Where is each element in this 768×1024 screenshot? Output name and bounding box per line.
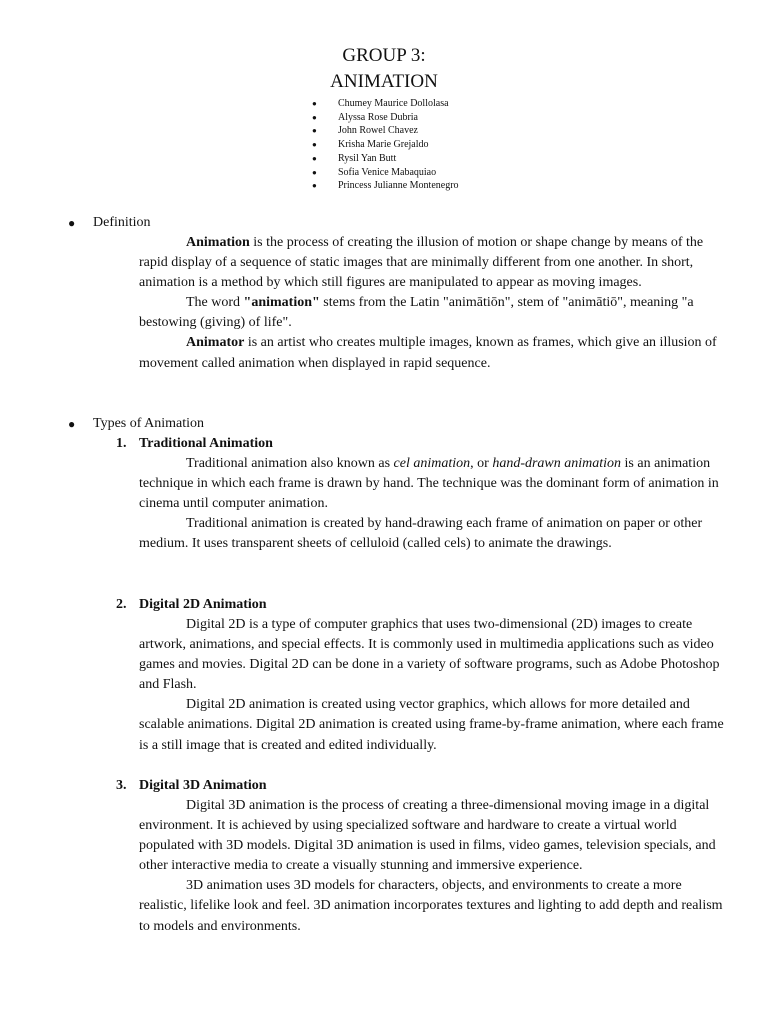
bullet-icon: ●: [68, 216, 76, 230]
member-name: Princess Julianne Montenegro: [338, 180, 459, 192]
definition-body: [139, 233, 725, 374]
member-name: Sofia Venice Mabaquiao: [338, 166, 437, 178]
term-animator: Animator: [186, 335, 245, 351]
section-number: 1.: [116, 436, 127, 451]
paragraph: Digital 2D animation is created using vector graphics, which allows for more detailed and scalable animations. Digital 2D animation is created using frame-by-frame animation, where each frame is a still image that is created and edited individually.: [139, 697, 724, 753]
section-title: Digital 2D Animation: [139, 597, 267, 612]
section-number: 3.: [116, 778, 127, 793]
types-heading-text: Types of Animation: [93, 416, 205, 431]
member-name: Alyssa Rose Dubria: [338, 111, 418, 123]
bullet-icon: ●: [312, 167, 317, 177]
section-digital3d-body: [139, 796, 725, 937]
term-animation-quoted: "animation": [243, 295, 320, 311]
paragraph: 3D animation uses 3D models for characters, objects, and environments to create a more realistic, lifelike look and feel. 3D animation incorporates textures and lighting to add depth and realism to models and environments.: [139, 878, 723, 934]
member-name: Krisha Marie Grejaldo: [338, 139, 429, 151]
member-item: [312, 124, 459, 138]
member-item: [312, 166, 459, 180]
paragraph: Digital 3D animation is the process of creating a three-dimensional moving image in a digital environment. It is achieved by using specialized software and hardware to create a virtual world populated with 3D models. Digital 3D animation is used in films, video games, television specials, and other interactive media to create a visually stunning and immersive experience.: [139, 798, 716, 874]
member-name: Chumey Maurice Dollolasa: [338, 98, 449, 109]
member-item: [312, 97, 459, 111]
paragraph: Traditional animation is created by hand-drawing each frame of animation on paper or other medium. It uses transparent sheets of celluloid (called cels) to animate the drawings.: [139, 516, 703, 552]
term-animation: Animation: [186, 235, 250, 250]
section-traditional-body: [139, 454, 725, 554]
section-digital3d-heading: [116, 776, 267, 796]
group-title: GROUP 3:: [342, 45, 426, 66]
section-number: 2.: [116, 597, 127, 612]
member-name: Rysil Yan Butt: [338, 152, 397, 164]
member-item: [312, 179, 459, 193]
section-title: Traditional Animation: [139, 436, 273, 451]
bullet-icon: ●: [312, 181, 317, 191]
topic-title: ANIMATION: [330, 71, 438, 92]
member-list: [312, 97, 459, 193]
paragraph: Traditional animation also known as cel animation, or hand-drawn animation is an animation technique in which each frame is drawn by hand. The technique was the dominant form of animation in cinema until computer animation.: [139, 456, 719, 512]
definition-paragraph: Animation is the process of creating the illusion of motion or shape change by means of the rapid display of a sequence of static images that are minimally different from one another. In short, animation is a method by which still figures are manipulated to appear as moving images.: [139, 235, 704, 291]
definition-heading-text: Definition: [93, 215, 151, 230]
bullet-icon: ●: [312, 126, 317, 136]
bullet-icon: ●: [312, 112, 317, 122]
section-digital2d-heading: [116, 595, 267, 615]
section-traditional-heading: [116, 434, 273, 454]
bullet-icon: ●: [312, 153, 317, 163]
section-digital2d-body: [139, 615, 725, 756]
member-item: [312, 152, 459, 166]
bullet-icon: ●: [312, 140, 317, 150]
animator-paragraph: Animator is an artist who creates multiple images, known as frames, which give an illusion of movement called animation when displayed in rapid sequence.: [139, 335, 717, 371]
section-title: Digital 3D Animation: [139, 778, 267, 793]
member-name: John Rowel Chavez: [338, 125, 418, 137]
bullet-icon: ●: [312, 99, 317, 108]
bullet-icon: ●: [68, 417, 76, 431]
member-item: [312, 138, 459, 152]
etymology-paragraph: The word "animation" stems from the Latin "animātiōn", stem of "animātiō", meaning "a bestowing (giving) of life".: [139, 295, 694, 331]
paragraph: Digital 2D is a type of computer graphics that uses two-dimensional (2D) images to create artwork, animations, and special effects. It is commonly used in multimedia applications such as video games and movies. Digital 2D can be done in a variety of software programs, such as Adobe Photoshop and Flash.: [139, 617, 720, 693]
member-item: [312, 111, 459, 125]
